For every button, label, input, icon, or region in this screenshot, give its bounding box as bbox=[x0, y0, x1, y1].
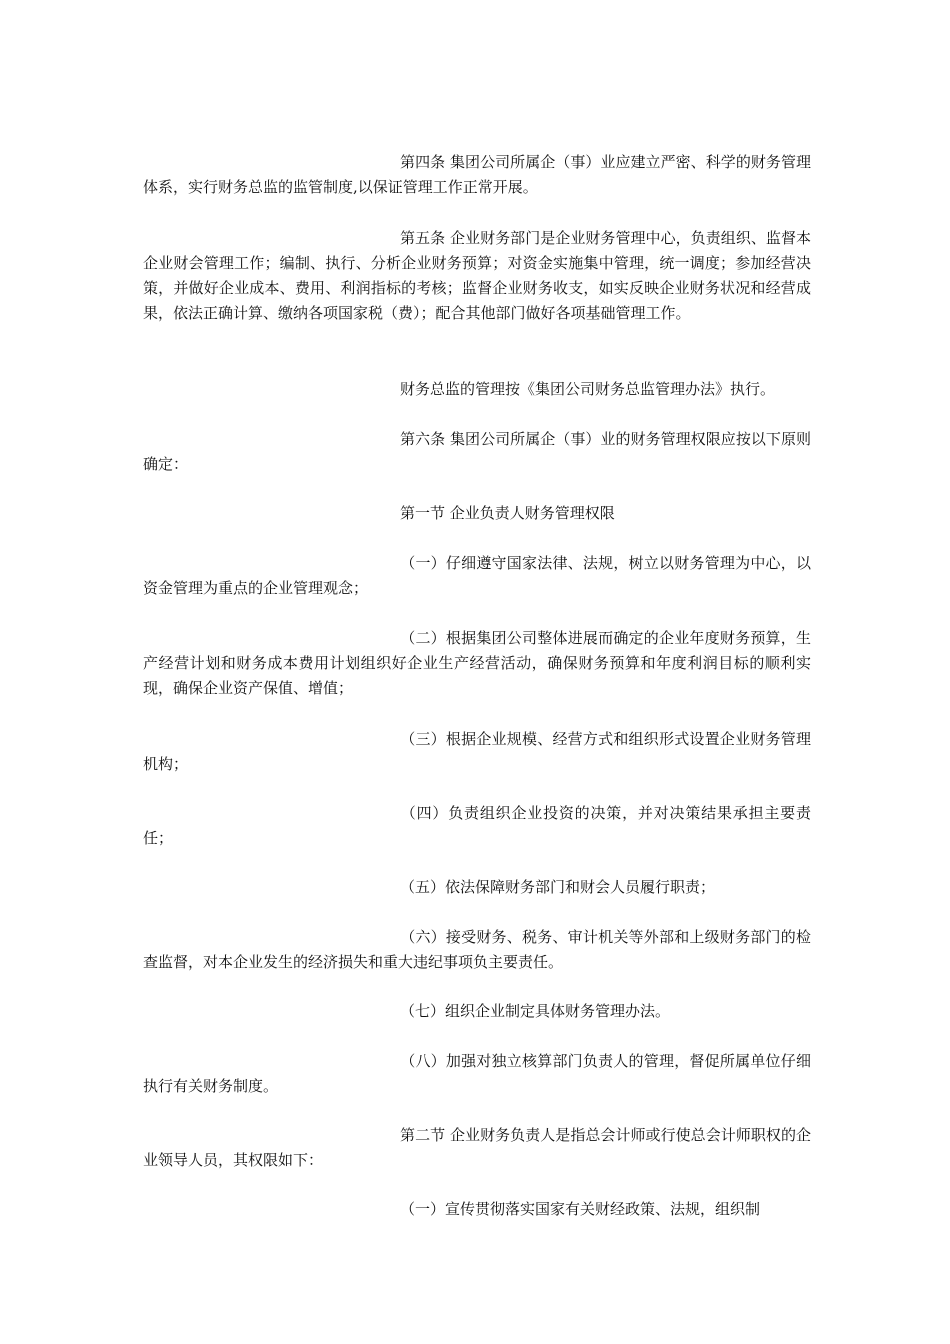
article-4-paragraph bbox=[143, 150, 811, 200]
paragraph-text: （八）加强对独立核算部门负责人的管理，督促所属单位仔细执行有关财务制度。 bbox=[143, 1052, 811, 1095]
list-item-8 bbox=[143, 1049, 811, 1099]
paragraph-text: 第六条 集团公司所属企（事）业的财务管理权限应按以下原则确定： bbox=[143, 430, 811, 473]
cfo-management-paragraph bbox=[143, 377, 811, 402]
section-2-heading bbox=[143, 1123, 811, 1173]
paragraph-text: （五）依法保障财务部门和财会人员履行职责； bbox=[400, 878, 716, 896]
section-1-heading bbox=[143, 501, 811, 526]
article-6-paragraph bbox=[143, 427, 811, 477]
paragraph-text: 第二节 企业财务负责人是指总会计师或行使总会计师职权的企业领导人员，其权限如下： bbox=[143, 1126, 811, 1169]
paragraph-text: （一）仔细遵守国家法律、法规，树立以财务管理为中心，以资金管理为重点的企业管理观念； bbox=[143, 554, 811, 597]
section-2-list-item-1 bbox=[143, 1197, 811, 1222]
paragraph-text: （六）接受财务、税务、审计机关等外部和上级财务部门的检查监督，对本企业发生的经济损失和重大违纪事项负主要责任。 bbox=[143, 928, 811, 971]
list-item-5 bbox=[143, 875, 811, 900]
paragraph-text: （四）负责组织企业投资的决策，并对决策结果承担主要责任； bbox=[143, 804, 811, 847]
list-item-1 bbox=[143, 551, 811, 601]
list-item-4 bbox=[143, 801, 811, 851]
list-item-7 bbox=[143, 999, 811, 1024]
paragraph-text: （一）宣传贯彻落实国家有关财经政策、法规，组织制 bbox=[400, 1200, 761, 1218]
paragraph-text: 第四条 集团公司所属企（事）业应建立严密、科学的财务管理体系，实行财务总监的监管制度,以保证管理工作正常开展。 bbox=[143, 153, 811, 196]
paragraph-text: 第五条 企业财务部门是企业财务管理中心，负责组织、监督本企业财会管理工作；编制、执行、分析企业财务预算；对资金实施集中管理，统一调度；参加经营决策，并做好企业成本、费用、利润指标的考核；监督企业财务收支，如实反映企业财务状况和经营成果，依法正确计算、缴纳各项国家税（费）；配合其他部门做好各项基础管理工作。 bbox=[143, 229, 811, 322]
list-item-3 bbox=[143, 727, 811, 777]
paragraph-text: （三）根据企业规模、经营方式和组织形式设置企业财务管理机构； bbox=[143, 730, 811, 773]
list-item-2 bbox=[143, 626, 811, 701]
paragraph-text: 第一节 企业负责人财务管理权限 bbox=[400, 504, 615, 522]
paragraph-text: （七）组织企业制定具体财务管理办法。 bbox=[400, 1002, 671, 1020]
paragraph-text: （二）根据集团公司整体进展而确定的企业年度财务预算，生产经营计划和财务成本费用计划组织好企业生产经营活动，确保财务预算和年度利润目标的顺利实现，确保企业资产保值、增值； bbox=[143, 629, 811, 697]
paragraph-text: 财务总监的管理按《集团公司财务总监管理办法》执行。 bbox=[400, 380, 776, 398]
article-5-paragraph bbox=[143, 226, 811, 326]
list-item-6 bbox=[143, 925, 811, 975]
